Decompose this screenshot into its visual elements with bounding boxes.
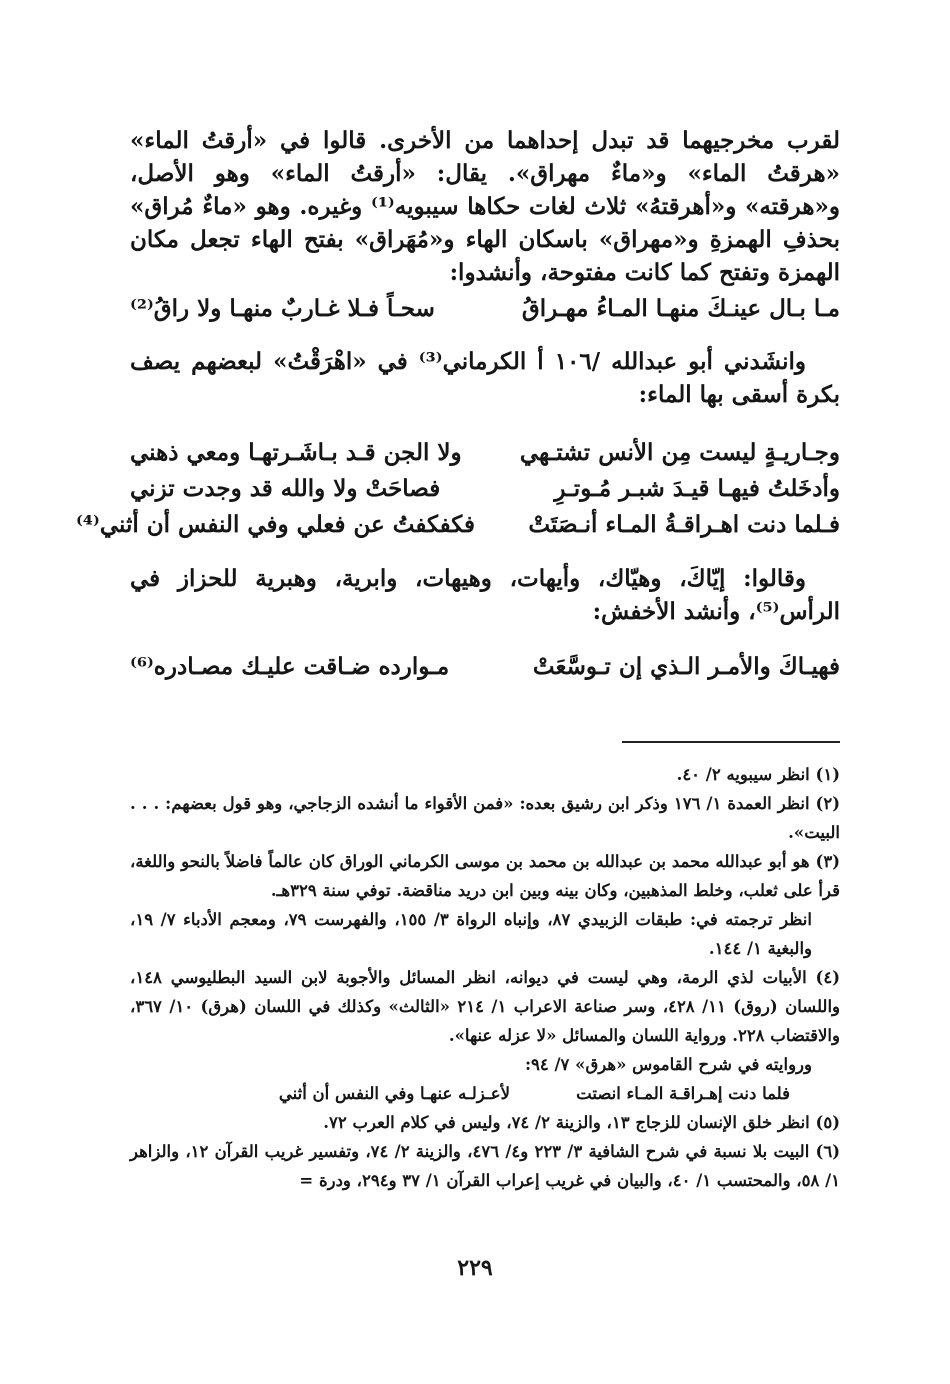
verse-3-first-hemistich: وأدخَلتُ فيهـا قيـدَ شبـر مُـوتـرِ xyxy=(554,475,840,502)
footnote-1: (١) انظر سيبويه ٢/ ٤٠. xyxy=(676,765,840,784)
page-number: ٢٢٩ xyxy=(457,1255,493,1281)
footnote-separator xyxy=(622,741,840,743)
paragraph-1: لقرب مخرجيهما قد تبدل إحداهما من الأخرى. قالوا في «أرقتُ الماء» «هرقتُ الماء» و«ماءٌ مهراق». يقال: «أرقتُ الماء» وهو الأصل، و«هرقته» و«أهرقتهُ» ثلاث لغات حكاها سيبويه⁽¹⁾ وغيره. وهو «ماءٌ مُراق» بحذفِ الهمزةِ و«مهراق» باسكان الهاء و«مُهَراق» بفتح الهاء تجعل مكان الهمزة وتفتح كما كانت مفتوحة، وأنشدوا: xyxy=(130,127,840,286)
footnote-4-continuation: وروايته في شرح القاموس «هرق» ٧/ ٩٤: xyxy=(524,1055,812,1074)
paragraph-3: وقالوا: إيّاكَ، وهيّاك، وأيهات، وهيهات، وابرية، وهبرية للحزاز في الرأس⁽⁵⁾، وأنشد الأخفش: xyxy=(130,565,840,625)
footnote-2: (٢) انظر العمدة ١/ ١٧٦ وذكر ابن رشيق بعده: «فمن الأقواء ما أنشده الزجاجي، وهو قول بعضهم: . . . البيت». xyxy=(130,794,841,842)
paragraph-2: وانشَدني أبو عبدالله /١٠٦ أ الكرماني⁽³⁾ في «اهْرَقْتُ» لبعضهم يصف بكرة أسقى بها الماء: xyxy=(130,348,840,408)
verse-3-second-hemistich: فصاحَتْ ولا والله قد وجدت تزني xyxy=(130,475,441,502)
footnote-verse-first-hemistich: فلما دنت إهـراقـة المـاء انصتت xyxy=(576,1084,790,1103)
verse-2-first-hemistich: وجـاريـةٍ ليست مِن الأنس تشتـهي xyxy=(519,439,840,466)
verse-line-1 xyxy=(130,292,840,326)
footnote-verse-second-hemistich: لأعـزلـه عنهـا وفي النفس أن أثني xyxy=(278,1084,510,1103)
footnote-5: (٥) انظر خلق الإنسان للزجاج ١٣، والزينة ٢/ ٧٤، وليس في كلام العرب ٧٢. xyxy=(323,1113,840,1132)
footnote-3: (٣) هو أبو عبدالله محمد بن عبدالله بن محمد بن موسى الكرماني الوراق كان عالماً فاضلاً بالنحو واللغة، قرأ على ثعلب، وخلط المذهبين، وكان بينه وبين ابن دريد مناقضة. توفي سنة ٣٢٩هـ. xyxy=(130,852,840,900)
verse-5-second-hemistich: مـوارده ضـاقت عليـك مصـادره⁽⁶⁾ xyxy=(130,653,450,680)
footnote-4: (٤) الأبيات لذي الرمة، وهي ليست في ديوانه، انظر المسائل والأجوبة لابن السيد البطليوسي ١٤٨، واللسان (روق) ١١/ ٤٢٨، وسر صناعة الاعراب ١/ ٢١٤ «الثالث» وكذلك في اللسان (هرق) ١٠/ ٣٦٧، والاقتضاب ٢٢٨. ورواية اللسان والمسائل «لا عزله عنها». xyxy=(130,968,840,1045)
verse-4-first-hemistich: فـلما دنت اهـراقـةُ المـاء أنـصَتَتْ xyxy=(528,511,840,538)
footnote-6: (٦) البيت بلا نسبة في شرح الشافية ٣/ ٢٢٣ و٤/ ٤٧٦، والزينة ٢/ ٧٤، وتفسير غريب القرآن ١٢، والزاهر ١/ ٥٨، والمحتسب ١/ ٤٠، والبيان في غريب إعراب القرآن ١/ ٣٧ و٢٩٤، ودرة = xyxy=(130,1142,841,1190)
verse-2-second-hemistich: ولا الجن قـد بـاشَـرتهـا ومعي ذهني xyxy=(130,439,462,466)
verse-line-5 xyxy=(130,650,840,684)
footnote-4-verse xyxy=(130,1079,840,1108)
verse-1-second-hemistich: سحـاً فـلا غـاربٌ منهـا ولا راقُ⁽²⁾ xyxy=(130,295,435,322)
verse-5-first-hemistich: فهيـاكَ والأمـر الـذي إن تـوسَّعَتْ xyxy=(532,653,840,680)
verse-1-first-hemistich: مـا بـال عينـكَ منهـا المـاءُ مهـراقُ xyxy=(521,295,840,322)
footnotes xyxy=(130,760,840,1195)
verse-line-4 xyxy=(76,508,840,542)
verse-line-3 xyxy=(130,472,840,506)
verse-line-2 xyxy=(130,436,840,470)
verse-4-second-hemistich: فكفكفتُ عن فعلي وفي النفس أن أثني⁽⁴⁾ xyxy=(76,511,475,538)
footnote-3-continuation: انظر ترجمته في: طبقات الزبيدي ٨٧، وإنباه الرواة ٣/ ١٥٥، والفهرست ٧٩، ومعجم الأدباء ٧/ ١٩، والبغية ١/ ١٤٤. xyxy=(130,910,812,958)
